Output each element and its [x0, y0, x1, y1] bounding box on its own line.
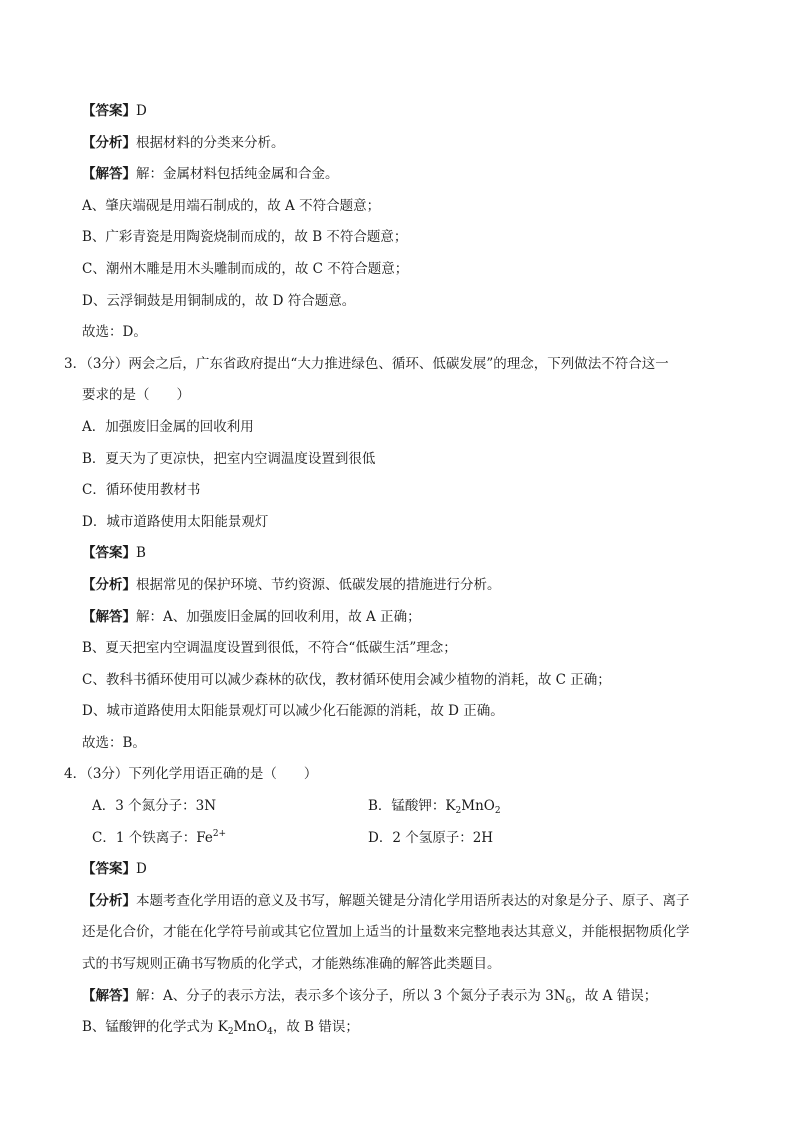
q3-option-a: A．加强废旧金属的回收利用 — [82, 418, 254, 435]
q2-answer-value: D — [136, 103, 147, 119]
q3-solution — [64, 602, 730, 634]
q4-line-b-text: B、锰酸钾的化学式为 K — [82, 1019, 228, 1036]
q4-solution-text: 解：A、分子的表示方法，表示多个该分子，所以 3 个氮分子表示为 3N — [136, 987, 566, 1004]
q4-option-b — [368, 791, 644, 823]
q3-analysis-text: 根据常见的保护环境、节约资源、低碳发展的措施进行分析。 — [136, 576, 501, 593]
q2-analysis-text: 根据材料的分类来分析。 — [136, 134, 285, 151]
q4-option-c-sup: 2+ — [212, 828, 227, 839]
answer-tag: 【答案】 — [82, 545, 136, 562]
q2-conclusion: 故选：D。 — [82, 324, 147, 341]
analysis-tag: 【分析】 — [82, 576, 136, 593]
solution-tag: 【解答】 — [82, 608, 136, 625]
q3-line-b: B、夏天把室内空调温度设置到很低，不符合“低碳生活”理念； — [82, 640, 457, 657]
q4-option-a: A．3 个氮分子：3N — [92, 798, 217, 815]
q4-options-row1 — [64, 791, 730, 823]
q4-stem: 4．（3分）下列化学用语正确的是（ ） — [64, 766, 318, 783]
q2-answer — [64, 96, 730, 128]
q4-option-c-text: C．1 个铁离子：Fe — [92, 829, 213, 846]
q4-analysis-text-1: 本题考查化学用语的意义及书写，解题关键是分清化学用语所表达的对象是分子、原子、离子 — [136, 892, 690, 909]
q4-answer — [64, 854, 730, 886]
q4-solution-suffix: ，故 A 错误； — [571, 987, 658, 1004]
q2-analysis — [64, 128, 730, 160]
q4-line-b-suffix: ，故 B 错误； — [272, 1019, 359, 1036]
q4-answer-value: D — [136, 861, 147, 878]
q2-solution-text: 解：金属材料包括纯金属和合金。 — [136, 166, 339, 183]
q4-analysis-line2: 还是化合价，才能在化学符号前或其它位置加上适当的计量数来完整地表达其意义，并能根据物质化学 — [82, 924, 690, 941]
q2-line-b: B、广彩青瓷是用陶瓷烧制而成的，故 B 不符合题意； — [82, 229, 408, 246]
q3-option-d: D．城市道路使用太阳能景观灯 — [82, 513, 269, 530]
q4-option-b-sub1: 2 — [455, 806, 462, 817]
q3-conclusion: 故选：B。 — [82, 734, 146, 751]
q4-analysis-line3: 式的书写规则正确书写物质的化学式，才能熟练准确的解答此类题目。 — [82, 956, 501, 973]
q4-analysis-line1 — [64, 886, 730, 918]
q2-line-d: D、云浮铜鼓是用铜制成的，故 D 符合题意。 — [82, 292, 356, 309]
answer-tag: 【答案】 — [82, 103, 136, 119]
q3-line-d: D、城市道路使用太阳能景观灯可以减少化石能源的消耗，故 D 正确。 — [82, 703, 504, 720]
q3-stem-line1: 3．（3分）两会之后，广东省政府提出“大力推进绿色、循环、低碳发展”的理念，下列做法不符合这一 — [64, 355, 669, 372]
q2-solution — [64, 159, 730, 191]
q3-answer — [64, 538, 730, 570]
q3-line-c: C、教科书循环使用可以减少森林的砍伐，教材循环使用会减少植物的消耗，故 C 正确； — [82, 671, 611, 688]
q4-options-row2 — [64, 823, 730, 855]
q4-line-b — [64, 1012, 730, 1044]
q4-option-d: D．2 个氢原子：2H — [368, 829, 494, 846]
q4-solution — [64, 981, 730, 1013]
document-content — [64, 96, 730, 1044]
q3-answer-value: B — [136, 545, 146, 562]
q2-line-c: C、潮州木雕是用木头雕制而成的，故 C 不符合题意； — [82, 260, 409, 277]
q3-option-c: C．循环使用教材书 — [82, 482, 201, 499]
q4-option-c — [92, 823, 368, 855]
q3-stem-line2: 要求的是（ ） — [82, 387, 190, 404]
answer-tag: 【答案】 — [82, 861, 136, 878]
q2-line-a: A、肇庆端砚是用端石制成的，故 A 不符合题意； — [82, 197, 381, 214]
q4-line-b-mid: MnO — [233, 1019, 268, 1036]
solution-tag: 【解答】 — [82, 166, 136, 183]
q4-line-b-sub2: 4 — [267, 1027, 273, 1038]
analysis-tag: 【分析】 — [82, 892, 136, 909]
q4-option-b-text: B．锰酸钾：K — [368, 798, 456, 815]
q4-line-b-sub1: 2 — [227, 1027, 234, 1038]
q3-analysis — [64, 570, 730, 602]
q3-solution-text: 解：A、加强废旧金属的回收利用，故 A 正确； — [136, 608, 421, 625]
q3-option-b: B．夏天为了更凉快，把室内空调温度设置到很低 — [82, 450, 376, 467]
solution-tag: 【解答】 — [82, 987, 136, 1004]
q4-option-b-mid: MnO — [461, 798, 495, 815]
q4-option-b-sub2: 2 — [494, 806, 501, 817]
q4-solution-sub: 6 — [565, 995, 572, 1006]
analysis-tag: 【分析】 — [82, 134, 136, 151]
